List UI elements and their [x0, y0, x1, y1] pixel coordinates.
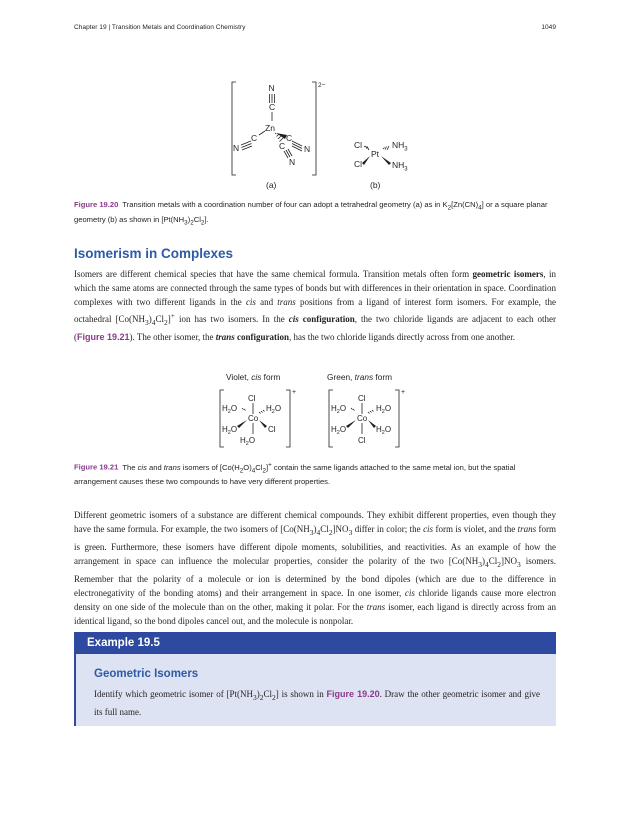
- example-header: Example 19.5: [74, 632, 556, 654]
- atom-cl: Cl: [358, 394, 366, 403]
- atom-c: C: [251, 133, 258, 143]
- charge: +: [401, 389, 406, 396]
- example-text: Identify which geometric isomer of $[Pt(NH_3)_2Cl_2]$ is shown in Figure 19.20. Draw the other geometric isomer and give its full name.: [94, 689, 540, 717]
- atom-c: C: [286, 133, 293, 143]
- wedge-bond: [259, 420, 267, 428]
- figure-label-b: (b): [370, 180, 381, 190]
- figure-caption-label: Figure 19.20: [74, 200, 119, 209]
- atom-cl: Cl: [354, 159, 363, 169]
- atom-cl: Cl: [358, 436, 366, 445]
- charge: 2−: [318, 82, 326, 89]
- atom-h2o: $H_2O$: [376, 425, 392, 436]
- atom-cl: Cl: [268, 425, 276, 434]
- atom-nh3: $NH_3$: [392, 140, 408, 153]
- atom-co: Co: [357, 414, 368, 423]
- charge: +: [292, 389, 297, 396]
- example-accent-bar: [74, 654, 76, 726]
- wedge-bond: [381, 156, 391, 165]
- figure-caption-text: Transition metals with a coordination number of four can adopt a tetrahedral geometry (a) as in $K_2[Zn(CN)_4]$ or a square planar geometry (b) as shown in $[Pt(NH_3)_2Cl_2]$.: [74, 200, 548, 227]
- atom-cl: Cl: [248, 394, 256, 403]
- example-box: [74, 632, 556, 726]
- figure-caption-label: Figure 19.21: [74, 462, 119, 472]
- atom-h2o: $H_2O$: [376, 404, 392, 415]
- pt-nh3-2-cl2-structure: [354, 140, 408, 173]
- figure-19-20-structures: [0, 0, 630, 200]
- cis-isomer: [220, 389, 296, 447]
- wedge-bond: [346, 420, 356, 428]
- atom-n: N: [304, 144, 311, 154]
- figure-19-21-structures: [0, 360, 630, 455]
- atom-n: N: [233, 143, 240, 153]
- atom-zn: Zn: [265, 123, 275, 133]
- page-number: 1049: [541, 24, 556, 31]
- figure-label-a: (a): [266, 180, 277, 190]
- paragraph-isomers: Isomers are different chemical species that have the same chemical formula. Transition metals often form geometric isomers, in which the same atoms are connected through the same types of bonds but with differences in their orientation in space. Coordination complexes with two different ligands in the cis and trans positions from a ligand of interest form isomers. For example, the octahedral $[Co(NH_3)_4Cl_2]^+$ ion has two isomers. In the cis configuration, the two chloride ligands are adjacent to each other (Figure 19.21). The other isomer, the trans configuration, has the two chloride ligands directly across from one another.: [74, 269, 557, 343]
- atom-h2o: $H_2O$: [331, 404, 347, 415]
- atom-cl: Cl: [354, 140, 363, 150]
- violet-cis-label: Violet, cis form: [226, 372, 281, 382]
- atom-h2o: $H_2O$: [266, 404, 282, 415]
- atom-nh3: $NH_3$: [392, 160, 408, 173]
- atom-c: C: [269, 102, 276, 112]
- figure-19-20-caption: [74, 199, 558, 228]
- atom-h2o: $H_2O$: [331, 425, 347, 436]
- atom-n: N: [289, 157, 296, 167]
- atom-c: C: [279, 141, 286, 151]
- atom-n: N: [268, 83, 275, 93]
- wedge-bond: [368, 420, 376, 428]
- example-title: Geometric Isomers: [94, 668, 199, 680]
- green-trans-label: Green, trans form: [327, 372, 393, 382]
- figure-19-21-caption: [74, 459, 558, 487]
- atom-h2o: $H_2O$: [222, 425, 238, 436]
- wedge-bond: [237, 420, 247, 428]
- atom-pt: Pt: [371, 149, 380, 159]
- paragraph-properties: Different geometric isomers of a substance are different chemical compounds. They exhibit different properties, even though they have the same formula. For example, the two isomers of $[Co(NH_3)_4Cl_2]NO_3$ differ in color; the cis form is violet, and the trans form is green. Furthermore, these isomers have different dipole moments, solubilities, and reactivities. As an example of how the arrangement in space can influence the molecular properties, consider the polarity of the two $[Co(NH_3)_4Cl_2]NO_3$ isomers. Remember that the polarity of a molecule or ion is determined by the bond dipoles (which are due to the difference in electronegativity of the bonding atoms) and their arrangement in space. In one isomer, cis chloride ligands cause more electron density on one side of the molecule than on the other, making it polar. For the trans isomer, each ligand is directly across from an identical ligand, so the bond dipoles cancel out, and the molecule is nonpolar.: [74, 510, 557, 627]
- atom-h2o: $H_2O$: [240, 436, 256, 447]
- atom-h2o: $H_2O$: [222, 404, 238, 415]
- figure-caption-text: The cis and trans isomers of $[Co(H_2O)_4Cl_2]^+$ contain the same ligands attached to the same metal ion, but the spatial arrangement causes these two compounds to have very different properties.: [74, 461, 516, 487]
- trans-isomer: [329, 389, 405, 447]
- chapter-title: Chapter 19 | Transition Metals and Coordination Chemistry: [74, 24, 246, 31]
- section-title: Isomerism in Complexes: [74, 246, 234, 261]
- wedge-bond: [362, 156, 370, 165]
- atom-co: Co: [248, 414, 259, 423]
